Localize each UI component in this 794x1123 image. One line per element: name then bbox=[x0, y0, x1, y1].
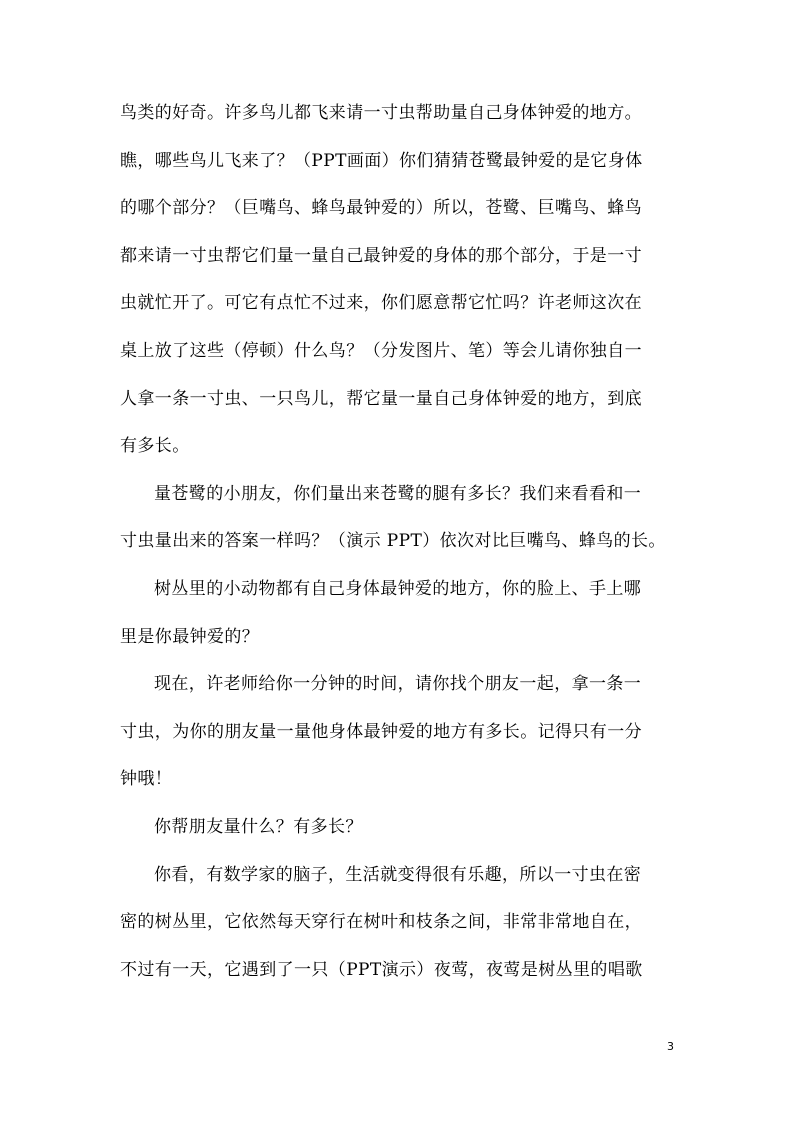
body-text bbox=[120, 90, 680, 994]
text-line: 的哪个部分？（巨嘴鸟、蜂鸟最钟爱的）所以，苍鹭、巨嘴鸟、蜂鸟 bbox=[120, 198, 642, 219]
text-line: 都来请一寸虫帮它们量一量自己最钟爱的身体的那个部分，于是一寸 bbox=[120, 245, 642, 266]
text-line: 不过有一天，它遇到了一只（PPT演示）夜莺，夜莺是树丛里的唱歌 bbox=[120, 959, 643, 980]
paragraph-start-line: 树丛里的小动物都有自己身体最钟爱的地方，你的脸上、手上哪 bbox=[154, 578, 642, 599]
paragraph-start-line: 量苍鹭的小朋友，你们量出来苍鹭的腿有多长？我们来看看和一 bbox=[154, 483, 642, 504]
text-line: 密的树丛里，它依然每天穿行在树叶和枝条之间，非常非常地自在， bbox=[120, 912, 642, 933]
paragraph-start-line: 你看，有数学家的脑子，生活就变得很有乐趣，所以一寸虫在密 bbox=[154, 864, 642, 885]
page-number: 3 bbox=[667, 1040, 674, 1053]
text-line: 人拿一条一寸虫、一只鸟儿，帮它量一量自己身体钟爱的地方，到底 bbox=[120, 388, 642, 409]
text-line: 有多长。 bbox=[120, 436, 190, 457]
text-line: 寸虫量出来的答案一样吗？（演示 PPT）依次对比巨嘴鸟、蜂鸟的长。 bbox=[120, 531, 666, 552]
text-line: 鸟类的好奇。许多鸟儿都飞来请一寸虫帮助量自己身体钟爱的地方。 bbox=[120, 103, 642, 123]
paragraph-start-line: 现在，许老师给你一分钟的时间，请你找个朋友一起，拿一条一 bbox=[154, 674, 642, 695]
text-line: 里是你最钟爱的？ bbox=[120, 626, 260, 647]
text-line: 虫就忙开了。可它有点忙不过来，你们愿意帮它忙吗？许老师这次在 bbox=[120, 293, 642, 314]
paragraph-start-line: 你帮朋友量什么？有多长？ bbox=[154, 816, 363, 837]
text-line: 寸虫，为你的朋友量一量他身体最钟爱的地方有多长。记得只有一分 bbox=[120, 721, 642, 742]
text-line: 桌上放了这些（停顿）什么鸟？（分发图片、笔）等会儿请你独自一 bbox=[120, 340, 642, 361]
text-line: 钟哦！ bbox=[120, 769, 173, 790]
text-line: 瞧，哪些鸟儿飞来了？（PPT画面）你们猜猜苍鹭最钟爱的是它身体 bbox=[120, 150, 643, 171]
